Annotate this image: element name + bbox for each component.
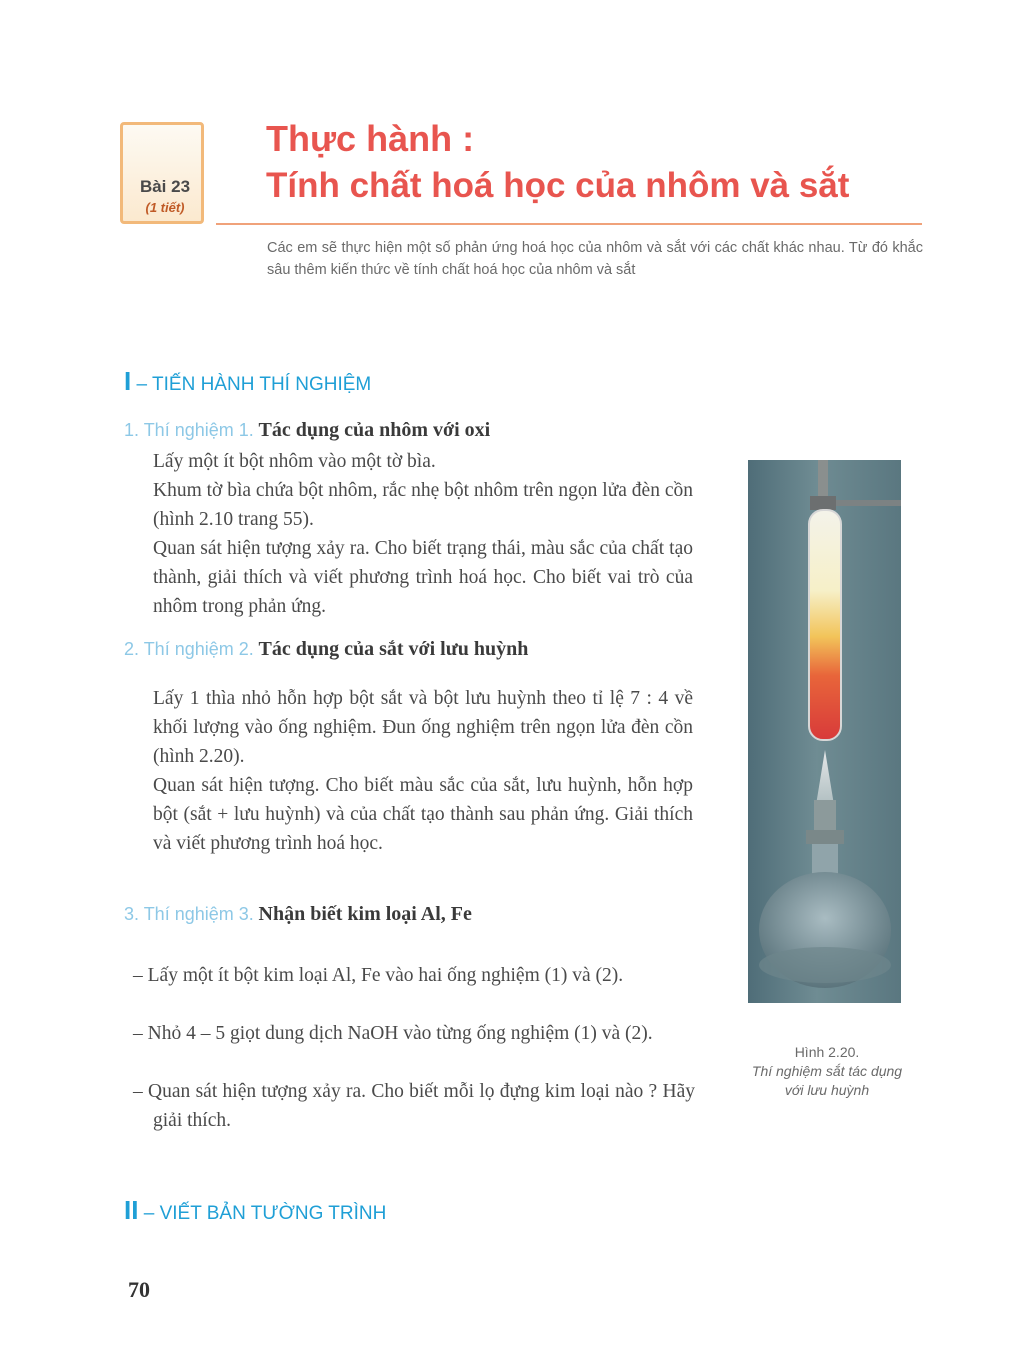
figure-caption: Thí nghiệm sắt tác dụng bbox=[751, 1063, 903, 1079]
experiment-title: Nhận biết kim loại Al, Fe bbox=[258, 903, 472, 925]
figure-number: Hình 2.20. bbox=[794, 1044, 860, 1060]
section-title: – VIẾT BẢN TƯỜNG TRÌNH bbox=[143, 1203, 387, 1224]
experiment-label: 1. Thí nghiệm 1. bbox=[124, 420, 254, 440]
section-numeral: II bbox=[124, 1195, 139, 1225]
section-title: – TIẾN HÀNH THÍ NGHIỆM bbox=[136, 374, 372, 395]
title-divider bbox=[216, 223, 922, 225]
test-tube-illustration bbox=[748, 460, 901, 1003]
page-title-line2: Tính chất hoá học của nhôm và sắt bbox=[266, 166, 850, 205]
experiment-1-paragraph: Quan sát hiện tượng xảy ra. Cho biết trạng thái, màu sắc của chất tạo thành, giải thích và viết phương trình hoá học. Cho biết vai trò của nhôm trong phản ứng. bbox=[153, 538, 693, 617]
experiment-2-paragraph: Lấy 1 thìa nhỏ hỗn hợp bột sắt và bột lưu huỳnh theo tỉ lệ 7 : 4 về khối lượng vào ống nghiệm. Đun ống nghiệm trên ngọn lửa đèn cồn (hình 2.20). bbox=[153, 688, 693, 767]
section-heading-1 bbox=[124, 366, 371, 397]
experiment-3-step: – Quan sát hiện tượng xảy ra. Cho biết mỗi lọ đựng kim loại nào ? Hãy giải thích. bbox=[133, 1081, 695, 1131]
experiment-1-heading bbox=[124, 419, 490, 442]
experiment-3-heading bbox=[124, 903, 472, 926]
experiment-3-step: – Nhỏ 4 – 5 giọt dung dịch NaOH vào từng ống nghiệm (1) và (2). bbox=[133, 1023, 653, 1044]
experiment-photo bbox=[748, 460, 901, 1003]
experiment-label: 2. Thí nghiệm 2. bbox=[124, 639, 254, 659]
experiment-3-step: – Lấy một ít bột kim loại Al, Fe vào hai ống nghiệm (1) và (2). bbox=[133, 965, 624, 986]
intro-text: Các em sẽ thực hiện một số phản ứng hoá học của nhôm và sắt với các chất khác nhau. Từ đó khắc sâu thêm kiến thức về tính chất hoá học của nhôm và sắt bbox=[267, 240, 923, 278]
experiment-title: Tác dụng của sắt với lưu huỳnh bbox=[258, 638, 529, 660]
section-numeral: I bbox=[124, 366, 132, 396]
lesson-duration: (1 tiết) bbox=[145, 200, 185, 215]
page-number: 70 bbox=[128, 1277, 150, 1302]
experiment-1-paragraph: Khum tờ bìa chứa bột nhôm, rắc nhẹ bột nhôm trên ngọn lửa đèn cồn (hình 2.10 trang 55). bbox=[153, 480, 693, 530]
page-title-line1: Thực hành : bbox=[266, 118, 475, 159]
experiment-2-heading bbox=[124, 638, 528, 661]
figure-caption: với lưu huỳnh bbox=[784, 1082, 870, 1098]
experiment-1-paragraph: Lấy một ít bột nhôm vào một tờ bìa. bbox=[153, 451, 436, 472]
experiment-2-paragraph: Quan sát hiện tượng. Cho biết màu sắc của sắt, lưu huỳnh, hỗn hợp bột (sắt + lưu huỳnh) và của chất tạo thành sau phản ứng. Giải thích và viết phương trình hoá học. bbox=[153, 775, 693, 854]
lesson-label: Bài 23 bbox=[139, 177, 191, 196]
experiment-label: 3. Thí nghiệm 3. bbox=[124, 904, 254, 924]
section-heading-2 bbox=[124, 1195, 386, 1226]
experiment-title: Tác dụng của nhôm với oxi bbox=[258, 419, 491, 441]
